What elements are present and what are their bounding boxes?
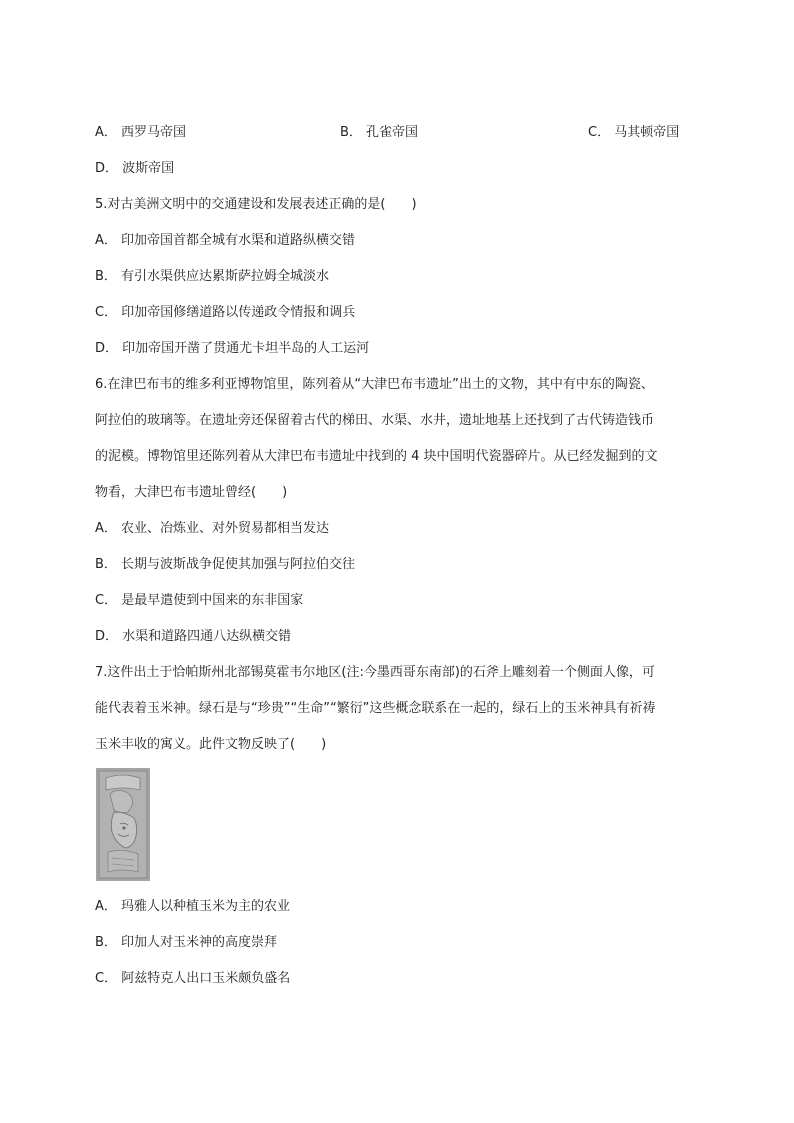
q6-option-d: D． 水渠和道路四通八达纵横交错: [95, 629, 292, 644]
q5-stem: 5.对古美洲文明中的交通建设和发展表述正确的是( ): [95, 197, 417, 212]
stone-axe-relief-image: [96, 768, 150, 881]
q6-stem-line-3: 的泥模。博物馆里还陈列着从大津巴布韦遗址中找到的 4 块中国明代瓷器碎片。从已经发掘到的文: [95, 449, 658, 464]
q4-option-c: C． 马其顿帝国: [588, 125, 680, 140]
q4-option-d: D． 波斯帝国: [95, 161, 175, 176]
q6-option-b: B． 长期与波斯战争促使其加强与阿拉伯交往: [95, 557, 356, 572]
q7-option-b: B． 印加人对玉米神的高度崇拜: [95, 935, 278, 950]
q7-stem-line-2: 能代表着玉米神。绿石是与“珍贵”“生命”“繁衍”这些概念联系在一起的，绿石上的玉米神具有祈祷: [95, 701, 656, 716]
q6-option-a: A． 农业、冶炼业、对外贸易都相当发达: [95, 521, 330, 536]
q6-stem-line-4: 物看，大津巴布韦遗址曾经( ): [95, 485, 288, 500]
q5-option-a: A． 印加帝国首都全城有水渠和道路纵横交错: [95, 233, 356, 248]
q6-stem-line-2: 阿拉伯的玻璃等。在遗址旁还保留着古代的梯田、水渠、水井，遗址地基上还找到了古代铸造钱币: [95, 413, 655, 428]
maize-god-relief-drawing: [96, 768, 150, 881]
q7-option-a: A． 玛雅人以种植玉米为主的农业: [95, 899, 291, 914]
q4-option-b: B． 孔雀帝国: [340, 125, 419, 140]
q6-stem-line-1: 6.在津巴布韦的维多利亚博物馆里，陈列着从“大津巴布韦遗址”出土的文物，其中有中东的陶瓷、: [95, 377, 654, 392]
q7-stem-line-1: 7.这件出土于恰帕斯州北部锡莫霍韦尔地区(注:今墨西哥东南部)的石斧上雕刻着一个侧面人像，可: [95, 665, 655, 680]
q7-stem-line-3: 玉米丰收的寓义。此件文物反映了( ): [95, 737, 327, 752]
q7-option-c: C． 阿兹特克人出口玉米颇负盛名: [95, 971, 291, 986]
q4-option-a: A． 西罗马帝国: [95, 125, 187, 140]
q6-option-c: C． 是最早遣使到中国来的东非国家: [95, 593, 304, 608]
q5-option-c: C． 印加帝国修缮道路以传递政令情报和调兵: [95, 305, 356, 320]
q5-option-b: B． 有引水渠供应达累斯萨拉姆全城淡水: [95, 269, 330, 284]
q5-option-d: D． 印加帝国开凿了贯通尤卡坦半岛的人工运河: [95, 341, 370, 356]
